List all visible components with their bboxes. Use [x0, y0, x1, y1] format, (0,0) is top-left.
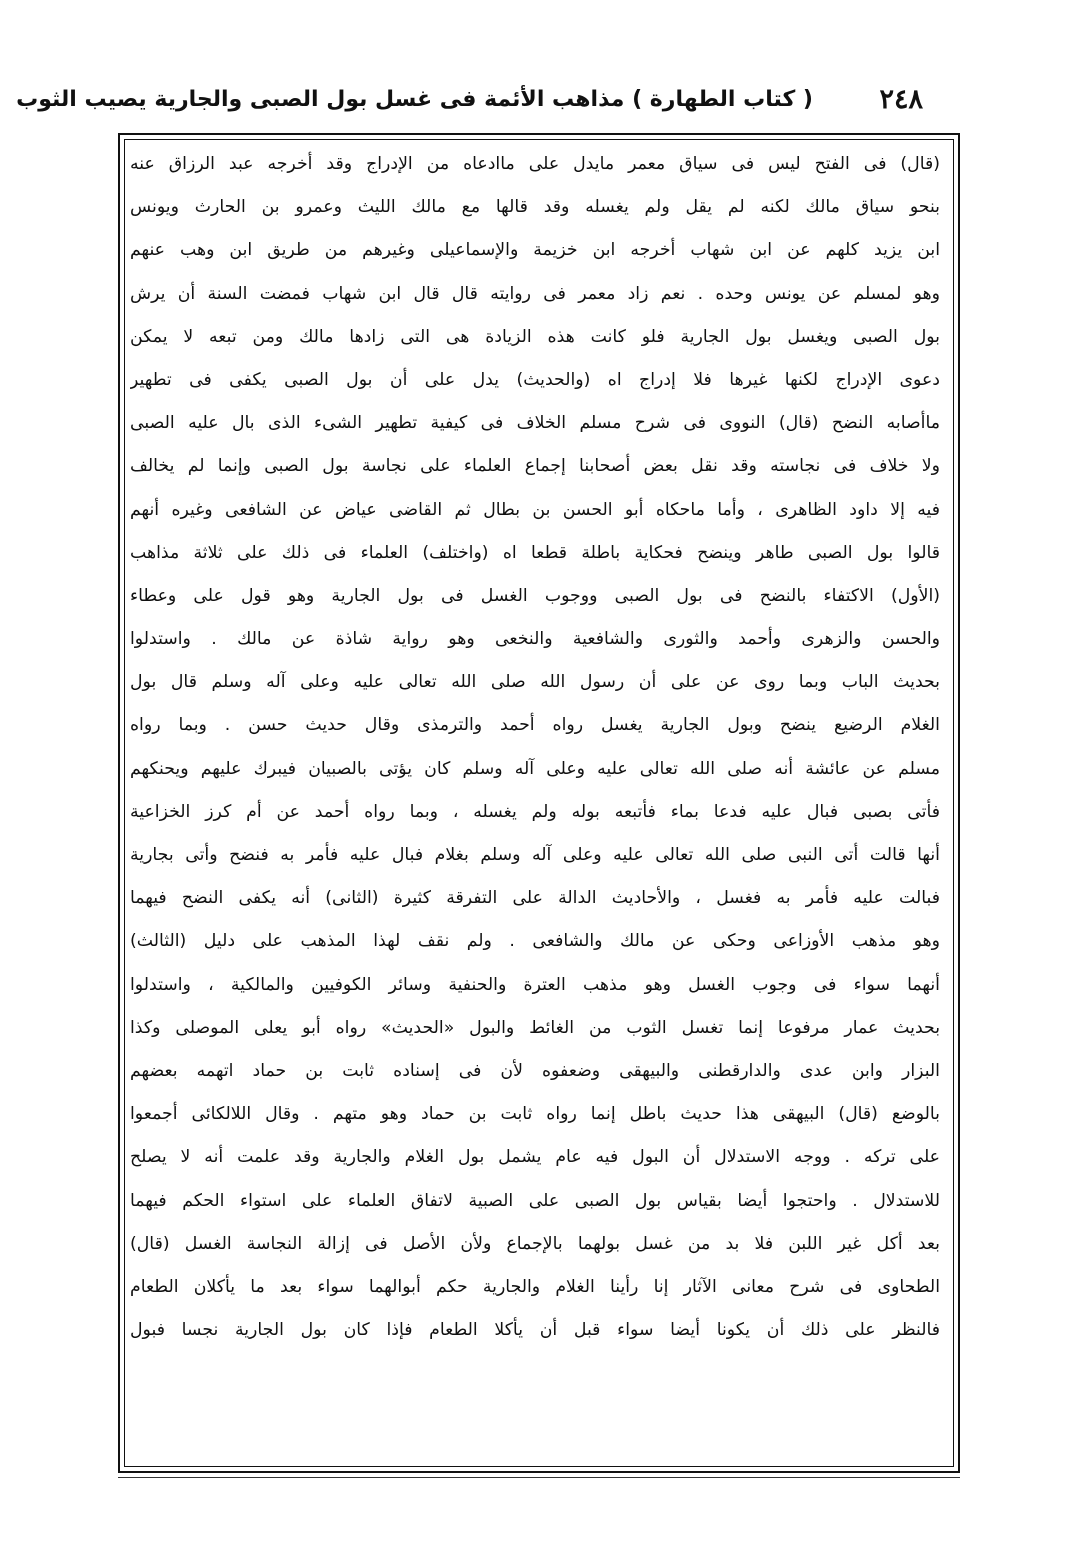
text-line: الطحاوى فى شرح معانى الآثار إنا رأينا الغلام والجارية حكم أبوالهما سواء بعد ما يأكلان الطعام — [130, 1276, 940, 1297]
text-line: أنهما سواء فى وجوب الغسل وهو مذهب العترة والحنفية وسائر الكوفيين والمالكية ، واستدلوا — [130, 974, 940, 995]
text-line: دعوى الإدراج لكنها غيرها فلا إدراج اه (والحديث) يدل على أن بول الصبى يكفى فى تطهير — [130, 369, 940, 390]
running-title: ( كتاب الطهارة ) مذاهب الأئمة فى غسل بول الصبى والجارية يصيب الثوب — [16, 87, 813, 112]
text-line: فأتى بصبى فبال عليه فدعا بماء فأتبعه بوله ولم يغسله ، وبما رواه أحمد عن أم كرز الخزاعية — [130, 801, 940, 822]
text-line: الغلام الرضيع ينضح وبول الجارية يغسل رواه أحمد والترمذى وقال حديث حسن . وبما رواه — [130, 715, 940, 736]
page-number: ٢٤٨ — [879, 84, 923, 115]
text-line: بحديث الباب وبما روى عن على أن رسول الله صلى الله تعالى عليه وعلى آله وسلم قال بول — [130, 672, 940, 693]
text-body — [130, 143, 940, 1352]
text-line: ولا خلاف فى نجاسته وقد نقل بعض أصحابنا إجماع العلماء على نجاسة بول الصبى وإنما لم يخالف — [130, 456, 940, 477]
text-line: للاستدلال . واحتجوا أيضا بقياس بول الصبى على الصبية لاتفاق العلماء على استواء الحكم فيهما — [130, 1190, 940, 1211]
text-line: وهو لمسلم عن يونس وحده . نعم زاد معمر فى روايته قال قال ابن شهاب فمضت السنة أن يرش — [130, 283, 940, 304]
text-line: وهو مذهب الأوزاعى وحكى عن مالك والشافعى . ولم نقف لهذا المذهب على دليل (الثالث) — [130, 931, 940, 952]
bottom-rule — [118, 1477, 960, 1478]
text-line: قالوا بول الصبى طاهر وينضح فحكاية باطلة قطعا اه (واختلف) العلماء فى ذلك على ثلاثة مذاهب — [130, 542, 940, 563]
text-line: البزار وابن عدى والدارقطنى والبيهقى وضعفوه لأن فى إسناده ثابت بن حماد اتهمه بعضهم — [130, 1060, 940, 1081]
text-line: على تركه . ووجه الاستدلال أن البول فيه عام يشمل بول الغلام والجارية وقد علمت أنه لا يصلح — [130, 1147, 940, 1168]
text-line: بعد أكل غير اللبن فلا بد من غسل بولهما بالإجماع ولأن الأصل فى إزالة النجاسة الغسل (قال) — [130, 1233, 940, 1254]
text-line: ماأصابه النضح (قال) النووى فى شرح مسلم الخلاف فى كيفية تطهير الشىء الذى بال عليه الصبى — [130, 413, 940, 434]
page-header — [16, 84, 923, 124]
text-line: (الأول) الاكتفاء بالنضح فى بول الصبى ووجوب الغسل فى بول الجارية وهو قول على وعطاء — [130, 585, 940, 606]
text-line: والحسن والزهرى وأحمد والثورى والشافعية والنخعى وهو رواية شاذة عن مالك . واستدلوا — [130, 629, 940, 650]
text-line: بنحو سياق مالك لكنه لم يقل ولم يغسله وقد قالها مع مالك الليث وعمرو بن الحارث ويونس — [130, 197, 940, 218]
text-line: بول الصبى ويغسل بول الجارية فلو كانت هذه الزيادة هى التى زادها مالك ومن تبعه لا يمكن — [130, 326, 940, 347]
text-line: (قال) فى الفتح ليس فى سياق معمر مايدل على ماادعاه من الإدراج وقد أخرجه عبد الرزاق عنه — [130, 154, 940, 174]
text-line: بالوضع (قال) البيهقى هذا حديث باطل إنما رواه ثابت بن حماد وهو متهم . وقال اللالكائى أجمعوا — [130, 1104, 940, 1125]
text-line: مسلم عن عائشة أنه صلى الله تعالى عليه وعلى آله وسلم كان يؤتى بالصبيان فيبرك عليهم ويحنكهم — [130, 758, 940, 779]
text-line: فالنظر على ذلك أن يكونا أيضا سواء قبل أن يأكلا الطعام فإذا كان بول الجارية نجسا فبول — [130, 1320, 940, 1341]
text-line: ابن يزيد كلهم عن ابن شهاب أخرجه ابن خزيمة والإسماعيلى وغيرهم من طريق ابن وهب عنهم — [130, 240, 940, 261]
text-line: فيه إلا داود الظاهرى ، وأما ماحكاه أبو الحسن بن بطال ثم القاضى عياض عن الشافعى وغيره أنهم — [130, 499, 940, 520]
text-line: بحديث عمار مرفوعا إنما تغسل الثوب من الغائط والبول «الحديث» رواه أبو يعلى الموصلى وكذا — [130, 1017, 940, 1038]
text-line: أنها قالت أتى النبى صلى الله تعالى عليه وعلى آله وسلم بغلام فبال عليه فأمر به فنضح وأتى بجارية — [130, 845, 940, 865]
text-line: فبالت عليه فأمر به فغسل ، والأحاديث الدالة على التفرقة كثيرة (الثانى) أنه يكفى النضح فيهما — [130, 888, 940, 909]
